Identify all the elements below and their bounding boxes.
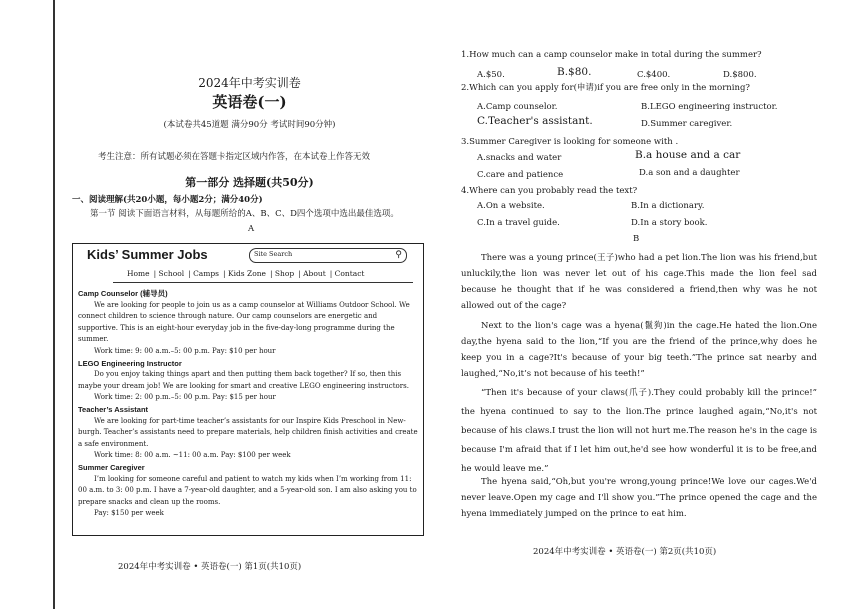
option: D.$800.: [723, 70, 757, 80]
question-stem: 3.Summer Caregiver is looking for someone with .: [461, 137, 679, 147]
nav-shop[interactable]: Shop: [274, 269, 295, 278]
nav-about[interactable]: About: [303, 269, 326, 278]
nav-camps[interactable]: Camps: [193, 269, 220, 278]
site-search-box[interactable]: [249, 248, 407, 263]
option: A.$50.: [477, 70, 505, 80]
option: D.a son and a daughter: [639, 168, 740, 178]
binding-line: [53, 0, 55, 609]
option: B.LEGO engineering instructor.: [641, 102, 778, 112]
option: C.In a travel guide.: [477, 218, 560, 228]
nav-items: Home | School | Camps | Kids Zone | Shop | About | Contact: [127, 269, 365, 278]
section-heading: 一、阅读理解(共20小题，每小题2分；满分40分): [72, 195, 263, 205]
part-heading: 第一部分 选择题(共50分): [185, 176, 314, 189]
option: B.In a dictionary.: [631, 201, 705, 211]
job-text: We are looking for part-time teacher’s assistants for our Inspire Kids Preschool in New-burgh. Teacher’s assistants need to prepare materials, help children finish activities and create a safe environment.: [78, 416, 418, 448]
paper-info: (本试卷共45道题 满分90分 考试时间90分钟): [163, 120, 336, 130]
option: A.On a website.: [477, 201, 545, 211]
ad-body: [78, 288, 418, 520]
option: A.snacks and water: [477, 153, 562, 163]
job-work-time: Work time: 8: 00 a.m. ~11: 00 a.m. Pay: $100 per week: [94, 451, 291, 460]
notice: 考生注意：所有试题必须在答题卡指定区域内作答，在本试卷上作答无效: [98, 152, 371, 162]
job-work-time: Work time: 2: 00 p.m.–5: 00 p.m. Pay: $15 per hour: [94, 393, 276, 402]
option: C.Teacher's assistant.: [477, 115, 593, 127]
passage-paragraph: There was a young prince(王子)who had a pet lion.The lion was his friend,but unluckily,the lion was never let out of his cage.This made the lion feel sad because he thought that if he was considered a friend,then why was he not allowed out of the cage?: [461, 253, 817, 311]
job-work-time: Work time: 9: 00 a.m.–5: 00 p.m. Pay: $10 per hour: [94, 346, 276, 355]
exam-title: 2024年中考实训卷: [198, 76, 301, 90]
job-heading: Camp Counselor (辅导员): [78, 289, 168, 298]
summer-jobs-ad: [72, 243, 424, 536]
option: C.care and patience: [477, 170, 564, 180]
nav-school[interactable]: School: [158, 269, 185, 278]
job-work-time: Pay: $150 per week: [94, 509, 164, 518]
passage-paragraph: The hyena said,“Oh,but you're wrong,young prince!We love our cages.We'd never leave.Open my cage and I'll show you.”The prince opened the cage and the hyena immediately jumped on the prince to eat him.: [461, 477, 817, 519]
page-footer-left: 2024年中考实训卷 • 英语卷(一) 第1页(共10页): [118, 562, 302, 572]
ad-nav-bar: [113, 266, 413, 283]
instruction: 第一节 阅读下面语言材料，从每题所给的A、B、C、D四个选项中选出最佳选项。: [90, 209, 399, 219]
job-text: Do you enjoy taking things apart and then putting them back together? If so, then this maybe your dream job! We are looking for smart and creative LEGO engineering instructors.: [78, 370, 409, 390]
job-heading: Teacher’s Assistant: [78, 404, 149, 414]
job-heading: LEGO Engineering Instructor: [78, 358, 182, 368]
job-text: We are looking for people to join us as a camp counselor at Williams Outdoor School. We connect children to science through nature. Our camp counselors are energetic and supportive. This is an eight-hour everyday job in the five-day-long programme during the summer.: [78, 300, 410, 344]
question-stem: 4.Where can you probably read the text?: [461, 186, 638, 196]
question-stem: 1.How much can a camp counselor make in total during the summer?: [461, 50, 762, 60]
site-search-label: Site Search: [254, 250, 293, 258]
passage-paragraph: Next to the lion's cage was a hyena(鬣狗)in the cage.He hated the lion.One day,the hyena said to the lion,“If you are the friend of the prince,why does he keep you in a cage?It's because of your big teeth.”The prince sat nearby and laughed,“No,it’s not because of his teeth!”: [461, 321, 817, 379]
page-footer-right: 2024年中考实训卷 • 英语卷(一) 第2页(共10页): [533, 547, 717, 557]
nav-contact[interactable]: Contact: [334, 269, 365, 278]
option: B.a house and a car: [635, 149, 741, 161]
passage-label-a: A: [248, 224, 255, 234]
option: B.$80.: [557, 66, 592, 78]
job-heading: Summer Caregiver: [78, 462, 145, 472]
ad-title: Kids’ Summer Jobs: [87, 247, 208, 262]
passage-paragraph: “Then it's because of your claws(爪子).They could probably kill the prince!” the hyena continued to say to the lion.The prince laughed again,“No,it's not because of his claws.I trust the lion will not hurt me.The reason he's in the cage is because I'm afraid that if I let him out,he'd see how wonderful it is to be free,and he would leave me.”: [461, 388, 817, 474]
nav-home[interactable]: Home: [127, 269, 150, 278]
option: D.Summer caregiver.: [641, 119, 733, 129]
search-icon[interactable]: ⚲: [395, 249, 402, 259]
option: A.Camp counselor.: [477, 102, 558, 112]
nav-kids-zone[interactable]: Kids Zone: [227, 269, 266, 278]
option: C.$400.: [637, 70, 671, 80]
passage-label-b: B: [633, 234, 640, 244]
option: D.In a story book.: [631, 218, 708, 228]
question-stem: 2.Which can you apply for(申请)if you are free only in the morning?: [461, 83, 750, 93]
paper-title: 英语卷(一): [212, 93, 287, 111]
job-text: I’m looking for someone careful and patient to watch my kids when I’m working from 11: 00 a.m. to 3: 00 p.m. I have a 7-year-old daughter, and a 5-year-old son. I am also asking you to prepare snacks and clean up the rooms.: [78, 474, 417, 506]
